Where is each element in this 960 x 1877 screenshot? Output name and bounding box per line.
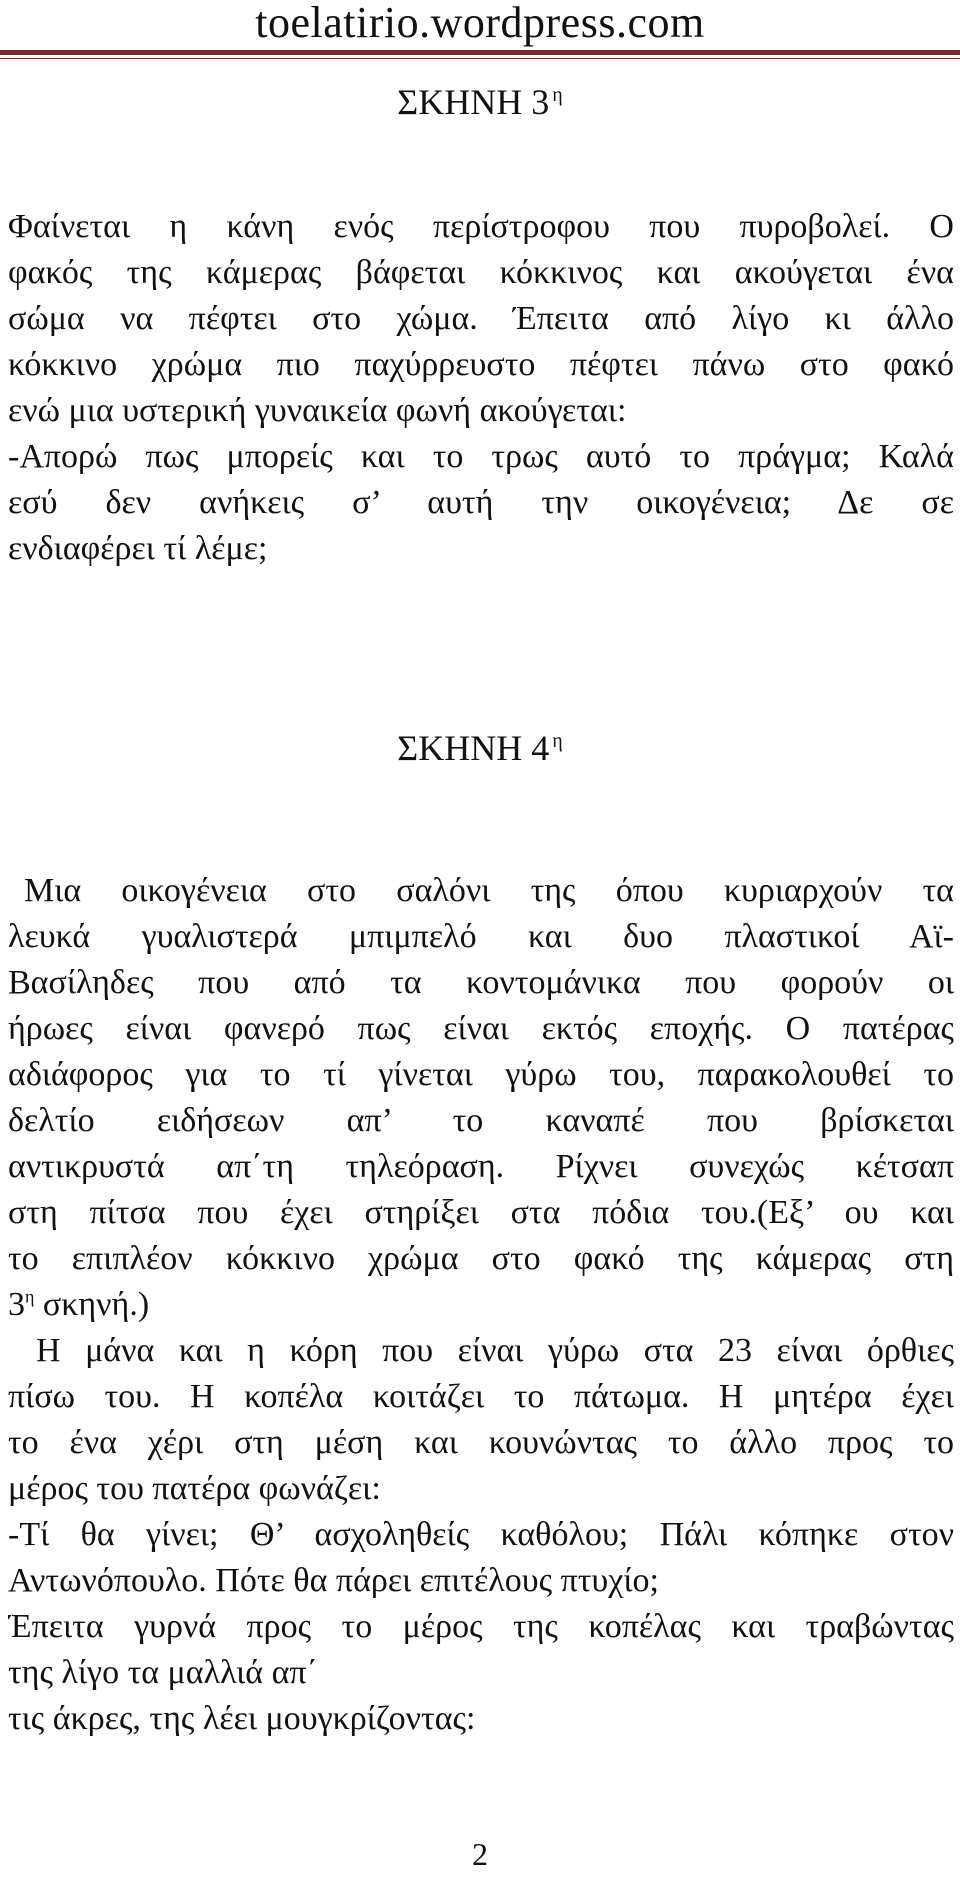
paragraph-line: Βασίληδες που από τα κοντομάνικα που φορούν οι [8, 964, 954, 1001]
paragraph-line: λευκά γυαλιστερά μπιμπελό και δυο πλαστικοί Αϊ- [8, 918, 954, 955]
paragraph-line: το επιπλέον κόκκινο χρώμα στο φακό της κάμερας στη [8, 1240, 954, 1277]
scene-ref-sup: η [25, 1286, 35, 1307]
paragraph-line: αντικρυστά απ΄τη τηλεόραση. Ρίχνει συνεχώς κέτσαπ [8, 1148, 954, 1185]
paragraph-line: φακός της κάμερας βάφεται κόκκινος και ακούγεται ένα [8, 254, 954, 291]
paragraph-line: Αντωνόπουλο. Πότε θα πάρει επιτέλους πτυχίο; [8, 1562, 659, 1599]
paragraph-line: δελτίο ειδήσεων απ’ το καναπέ που βρίσκεται [8, 1102, 954, 1139]
scene-ref-number: 3 [8, 1286, 25, 1323]
paragraph-line: Η μάνα και η κόρη που είναι γύρω στα 23 είναι όρθιες [36, 1332, 954, 1369]
paragraph-line: Μια οικογένεια στο σαλόνι της όπου κυριαρχούν τα [24, 872, 954, 909]
paragraph-line: πίσω του. Η κοπέλα κοιτάζει το πάτωμα. Η μητέρα έχει [8, 1378, 954, 1415]
header-rule-thin [0, 58, 960, 59]
header-rule-thick [0, 50, 960, 55]
scene-4-title [0, 728, 960, 768]
paragraph-line: στη πίτσα που έχει στηρίξει στα πόδια του.(Εξ’ ου και [8, 1194, 954, 1231]
scene-4-paragraph [8, 868, 954, 1742]
paragraph-line [8, 1282, 954, 1328]
scene-3-title-text: ΣΚΗΝΗ 3 [397, 82, 550, 122]
scene-4-title-sup: η [552, 730, 563, 752]
paragraph-line: σώμα να πέφτει στο χώμα. Έπειτα από λίγο κι άλλο [8, 300, 954, 337]
paragraph-line: ενώ μια υστερική γυναικεία φωνή ακούγεται: [8, 392, 627, 429]
paragraph-line: μέρος του πατέρα φωνάζει: [8, 1470, 381, 1507]
scene-4-title-text: ΣΚΗΝΗ 4 [397, 728, 550, 768]
paragraph-line: -Τί θα γίνει; Θ’ ασχοληθείς καθόλου; Πάλι κόπηκε στον [8, 1516, 954, 1553]
paragraph-line: ήρωες είναι φανερό πως είναι εκτός εποχής. Ο πατέρας [8, 1010, 954, 1047]
site-url[interactable]: toelatirio.wordpress.com [255, 0, 705, 47]
scene-3-title-sup: η [552, 84, 563, 106]
paragraph-line: το ένα χέρι στη μέση και κουνώντας το άλλο προς το [8, 1424, 954, 1461]
page-number: 2 [472, 1836, 488, 1872]
scene-ref-rest: σκηνή.) [34, 1286, 150, 1323]
paragraph-line: Έπειτα γυρνά προς το μέρος της κοπέλας και τραβώντας [8, 1608, 954, 1645]
paragraph-line: αδιάφορος για το τί γίνεται γύρω του, παρακολουθεί το [8, 1056, 954, 1093]
paragraph-line: τις άκρες, της λέει μουγκρίζοντας: [8, 1700, 476, 1737]
paragraph-line: ενδιαφέρει τί λέμε; [8, 530, 268, 567]
paragraph-line: Φαίνεται η κάνη ενός περίστροφου που πυροβολεί. Ο [8, 208, 954, 245]
paragraph-line: εσύ δεν ανήκεις σ’ αυτή την οικογένεια; Δε σε [8, 484, 954, 521]
paragraph-line: -Απορώ πως μπορείς και το τρως αυτό το πράγμα; Καλά [8, 438, 954, 475]
paragraph-line: της λίγο τα μαλλιά απ΄ [8, 1654, 318, 1691]
scene-3-title [0, 82, 960, 122]
paragraph-line: κόκκινο χρώμα πιο παχύρρευστο πέφτει πάνω στο φακό [8, 346, 954, 383]
scene-3-paragraph [8, 204, 954, 572]
